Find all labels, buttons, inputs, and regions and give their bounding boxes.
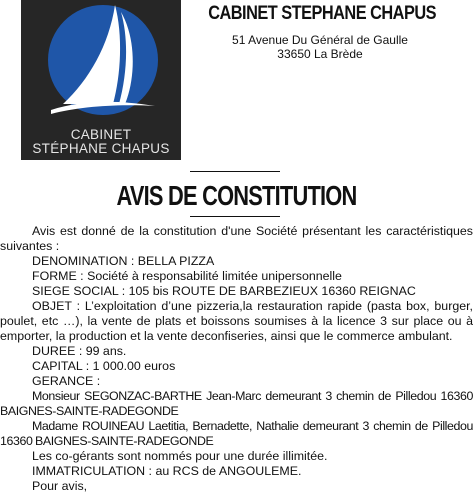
divider-bottom — [190, 216, 280, 217]
notice-intro: Avis est donné de la constitution d'une Société présentant les caractéristiques suivantes : — [0, 224, 473, 253]
notice-gerance: GERANCE : — [32, 374, 101, 388]
notice-body — [0, 224, 473, 494]
cabinet-name: CABINET STEPHANE CHAPUS — [208, 3, 437, 24]
notice-objet: OBJET : L’exploitation d’une pizzeria,la restauration rapide (pasta box, burger, poulet, etc …), la vente de plats et boissons soumises à la licence 3 sur place ou à emporter, la production et la vente deconfiseries, ainsi que le commerce ambulant. — [0, 299, 473, 343]
address-street: 51 Avenue Du Général de Gaulle — [232, 33, 408, 47]
notice-duree: DUREE : 99 ans. — [32, 344, 127, 358]
notice-forme: FORME : Société à responsabilité limitée unipersonnelle — [32, 269, 342, 283]
cabinet-logo — [21, 0, 181, 160]
notice-duree-gerance: Les co-gérants sont nommés pour une durée illimitée. — [32, 449, 328, 463]
notice-capital: CAPITAL : 1 000.00 euros — [32, 359, 176, 373]
notice-title: AVIS DE CONSTITUTION — [116, 180, 357, 211]
notice-denomination: DENOMINATION : BELLA PIZZA — [32, 254, 215, 268]
notice-closing: Pour avis, — [32, 479, 88, 493]
notice-siege: SIEGE SOCIAL : 105 bis ROUTE DE BARBEZIEUX 16360 REIGNAC — [32, 284, 416, 298]
logo-text-line2: STÉPHANE CHAPUS — [32, 141, 170, 156]
notice-immatriculation: IMMATRICULATION : au RCS de ANGOULEME. — [32, 464, 302, 478]
logo-text-line1: CABINET — [70, 127, 132, 142]
divider-top — [190, 171, 280, 172]
notice-gerant-2: Madame ROUINEAU Laetitia, Bernadette, Nathalie demeurant 3 chemin de Pilledou 16360 BAIGNES-SAINTE-RADEGONDE — [0, 419, 473, 448]
address-city: 33650 La Brède — [277, 47, 363, 61]
notice-gerant-1: Monsieur SEGONZAC-BARTHE Jean-Marc demeurant 3 chemin de Pilledou 16360 BAIGNES-SAINTE-RADEGONDE — [0, 389, 473, 418]
